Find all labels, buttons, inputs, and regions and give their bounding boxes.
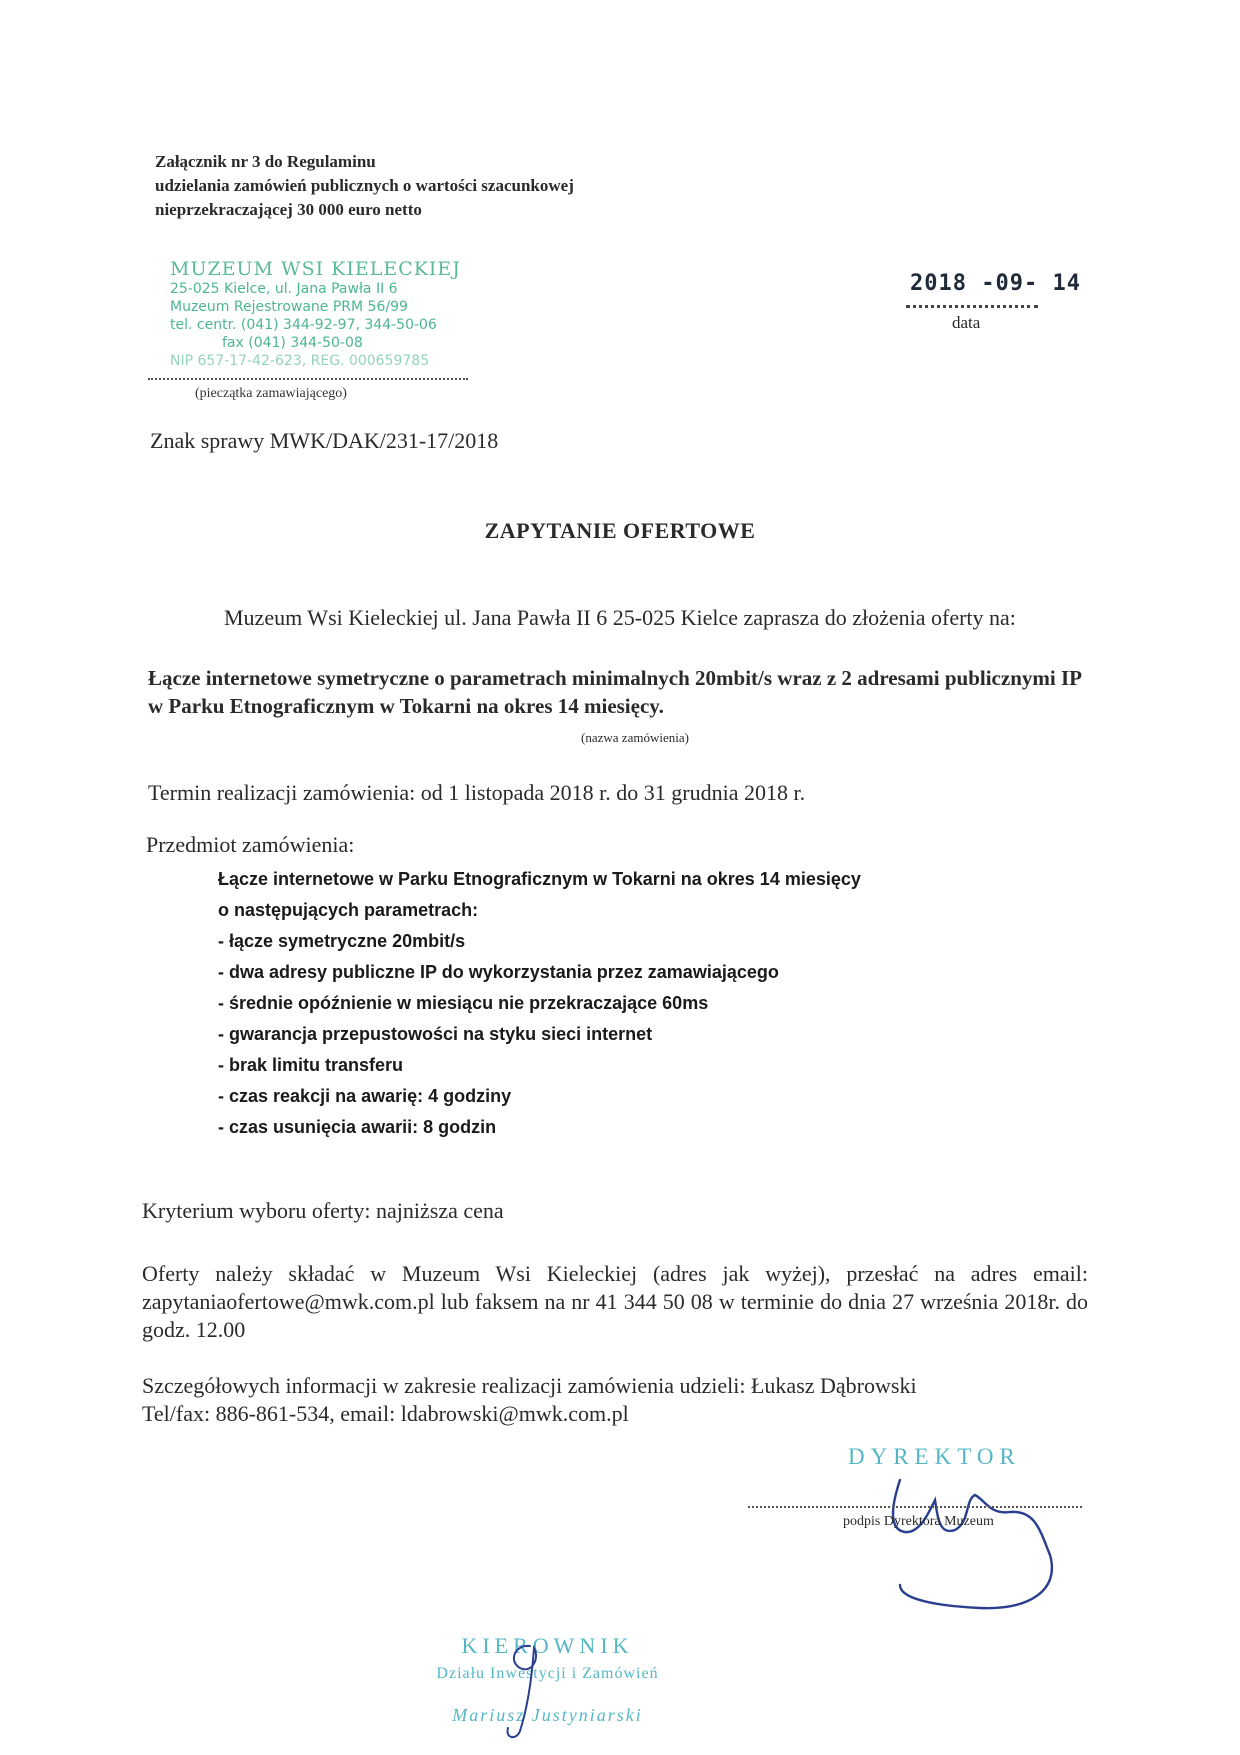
- order-subject-caption: (nazwa zamówienia): [581, 730, 689, 745]
- date-label: data: [952, 313, 981, 332]
- attachment-line: Załącznik nr 3 do Regulaminu: [155, 152, 376, 171]
- stamp-dotted-line: [148, 378, 468, 380]
- director-stamp: DYREKTOR: [848, 1444, 1021, 1469]
- director-signature: [860, 1460, 1080, 1620]
- date-stamp: 2018 -09- 14: [910, 271, 1081, 296]
- stamp-line: 25-025 Kielce, ul. Jana Pawła II 6: [170, 281, 398, 297]
- signature-stroke: [507, 1646, 536, 1737]
- list-item: - czas reakcji na awarię: 4 godziny: [218, 1086, 512, 1106]
- list-item: - brak limitu transferu: [218, 1055, 404, 1075]
- attachment-line: udzielania zamówień publicznych o wartości szacunkowej: [155, 176, 574, 195]
- stamp-line: NIP 657-17-42-623, REG. 000659785: [170, 353, 430, 369]
- contact-info: [142, 1372, 1088, 1428]
- signature-caption: podpis Dyrektora Muzeum: [843, 1514, 994, 1529]
- list-item: - średnie opóźnienie w miesiącu nie przekraczające 60ms: [218, 993, 709, 1013]
- stamp-caption: (pieczątka zamawiającego): [195, 386, 347, 401]
- contact-line: Szczegółowych informacji w zakresie realizacji zamówienia udzieli: Łukasz Dąbrowski: [142, 1373, 917, 1398]
- list-item: - gwarancja przepustowości na styku sieci internet: [218, 1024, 653, 1044]
- list-item: - czas usunięcia awarii: 8 godzin: [218, 1117, 497, 1137]
- date-dotted-line: [906, 305, 1038, 308]
- intro-paragraph: Muzeum Wsi Kieleckiej ul. Jana Pawła II 6 25-025 Kielce zaprasza do złożenia oferty na:: [224, 605, 1016, 630]
- stamp-line: tel. centr. (041) 344-92-97, 344-50-06: [170, 317, 437, 333]
- contact-line: Tel/fax: 886-861-534, email: ldabrowski@mwk.com.pl: [142, 1401, 629, 1426]
- signature-stroke: [893, 1480, 1052, 1608]
- stamp-line: Muzeum Rejestrowane PRM 56/99: [170, 299, 408, 315]
- manager-signature: [460, 1636, 580, 1746]
- stamp-line: fax (041) 344-50-08: [222, 335, 363, 351]
- case-reference: Znak sprawy MWK/DAK/231-17/2018: [150, 428, 499, 453]
- list-item: - łącze symetryczne 20mbit/s: [218, 931, 466, 951]
- attachment-note: [155, 150, 574, 222]
- selection-criterion: Kryterium wyboru oferty: najniższa cena: [142, 1198, 504, 1223]
- order-scope-heading: Przedmiot zamówienia:: [146, 832, 355, 857]
- submission-instructions: Oferty należy składać w Muzeum Wsi Kieleckiej (adres jak wyżej), przesłać na adres email: zapytaniaofertowe@mwk.com.pl lub faksem na nr 41 344 50 08 w terminie do dnia 27 września 2018r. do godz. 12.00: [142, 1261, 1088, 1342]
- signature-dotted-line: [748, 1506, 1082, 1508]
- manager-department: Działu Inwestycji i Zamówień: [436, 1665, 659, 1682]
- list-item: Łącze internetowe w Parku Etnograficznym w Tokarni na okres 14 miesięcy: [218, 869, 861, 889]
- stamp-line: MUZEUM WSI KIELECKIEJ: [170, 258, 461, 280]
- manager-title: KIEROWNIK: [461, 1633, 634, 1658]
- order-scope-list: [218, 864, 861, 1143]
- attachment-line: nieprzekraczającej 30 000 euro netto: [155, 200, 422, 219]
- list-item: o następujących parametrach:: [218, 900, 479, 920]
- document-title: ZAPYTANIE OFERTOWE: [484, 518, 756, 543]
- manager-name: Mariusz Justyniarski: [452, 1705, 643, 1725]
- museum-stamp: [170, 258, 480, 370]
- realization-term: Termin realizacji zamówienia: od 1 listopada 2018 r. do 31 grudnia 2018 r.: [148, 780, 806, 805]
- order-subject: Łącze internetowe symetryczne o parametrach minimalnych 20mbit/s wraz z 2 adresami publicznymi IP w Parku Etnograficznym w Tokarni na okres 14 miesięcy.: [148, 666, 1081, 718]
- list-item: - dwa adresy publiczne IP do wykorzystania przez zamawiającego: [218, 962, 779, 982]
